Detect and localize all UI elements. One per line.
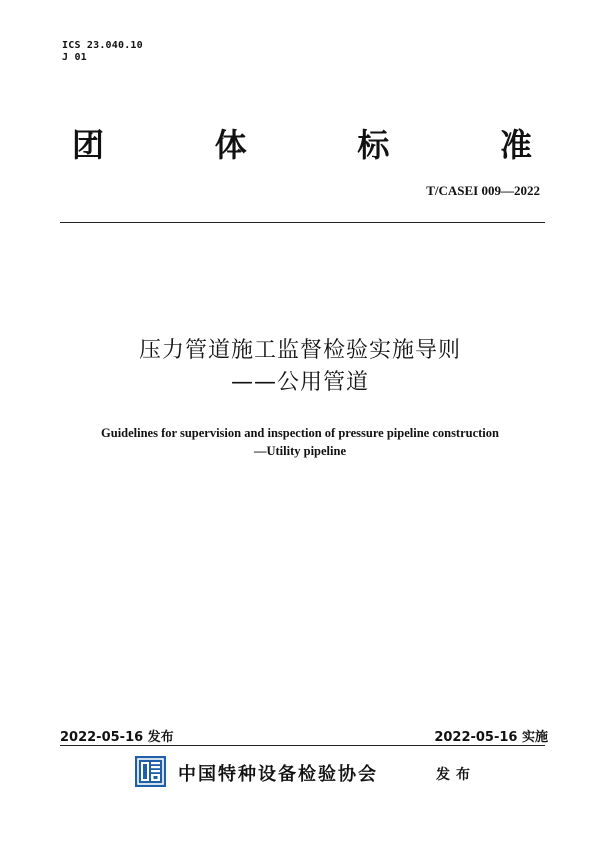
bottom-divider: [60, 745, 545, 746]
title-chinese: [0, 335, 600, 399]
title-english-line2: —Utility pipeline: [253, 444, 347, 458]
standard-type-char: 团: [72, 126, 105, 164]
top-divider: [60, 222, 545, 223]
standard-number: T/CASEI 009—2022: [426, 183, 540, 198]
classification-codes: [62, 40, 143, 64]
title-chinese-line2: ——公用管道: [230, 370, 369, 395]
implement-date: 2022-05-16 实施: [434, 730, 548, 745]
title-english-line1: Guidelines for supervision and inspection of pressure pipeline construction: [101, 426, 499, 440]
standard-type-char: 体: [214, 126, 247, 164]
title-english: [0, 424, 600, 460]
casei-logo-icon: [135, 756, 166, 787]
ics-code: ICS 23.040.10: [62, 40, 143, 51]
ccs-code: J 01: [62, 52, 87, 63]
issue-date: 2022-05-16 发布: [60, 730, 174, 745]
casei-logo-icon: [135, 756, 166, 787]
publish-label: 发布: [436, 767, 476, 783]
issuer-name: 中国特种设备检验协会: [178, 764, 378, 785]
standard-type: [72, 120, 532, 166]
standard-type-char: 标: [357, 126, 390, 164]
title-chinese-line1: 压力管道施工监督检验实施导则: [138, 338, 461, 363]
standard-type-char: 准: [499, 126, 532, 164]
